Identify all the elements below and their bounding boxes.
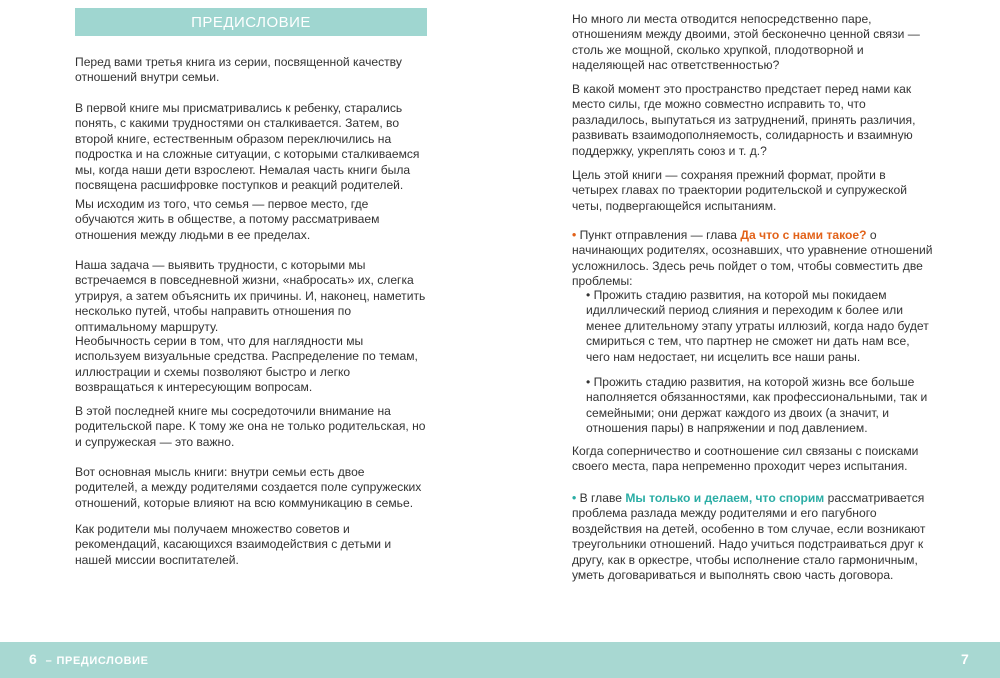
footer-left [29,651,149,667]
paragraph: Но много ли места отводится непосредственно паре, отношениям между двоими, этой бесконечно ценной связи — столь же мощной, сколько хрупкой, плодотворной и наделяющей нас ответственностью? [572,12,920,73]
section-title-bar [75,8,427,36]
paragraph: Когда соперничество и соотношение сил связаны с поисками своего места, пара непременно проходит через испытания. [572,444,919,474]
item-text-after: о начинающих родителях, осознавших, что уравнение отношений усложнилось. Здесь речь пойдет о том, чтобы совместить две проблемы: [572,228,933,289]
chapter-item [572,491,934,583]
paragraph: Цель этой книги — сохраняя прежний формат, пройти в четырех главах по траектории родительской и супружеской четы, подвергающейся испытаниям. [572,168,908,213]
footer-separator: – [45,655,53,667]
chapter-title-highlight: Мы только и делаем, что спорим [625,491,825,505]
paragraph: Мы исходим из того, что семья — первое место, где обучаются жить в обществе, а потому рассматриваем отношения между людьми в ее пределах. [75,197,380,242]
item-text-before: Пункт отправления — глава [576,228,741,242]
page-number-left: 6 [29,651,38,667]
item-text-after: рассматривается проблема разлада между родителями и его пагубного воздействия на детей, особенно в том случае, если возникают треугольники отношений. Надо учиться подстраиваться друг к другу, как в оркестре, чтобы исполнение стало гармоничным, уметь договариваться и выполнять свою часть договора. [572,491,926,583]
chapter-title-highlight: Да что с нами такое? [740,228,867,242]
footer-section-name: ПРЕДИСЛОВИЕ [56,655,149,667]
bullet: • [572,228,577,242]
sub-item: • Прожить стадию развития, на которой мы покидаем идиллический период слияния и переходим к более или менее длительному этапу утраты иллюзий, когда надо будет смириться с тем, что партнер не сможет ни дать нам все, чего нам недостает, ни исцелить все наши раны. [586,288,929,364]
footer-bar [0,642,1000,678]
paragraph: Как родители мы получаем множество советов и рекомендаций, касающихся взаимодействия с детьми и нашей миссии воспитателей. [75,522,392,567]
section-title: ПРЕДИСЛОВИЕ [191,13,311,31]
paragraph: Необычность серии в том, что для наглядности мы используем визуальные средства. Распределение по темам, иллюстрации и схемы позволяют быстро и легко возвращаться к интересующим вопросам. [75,334,418,395]
paragraph: В первой книге мы присматривались к ребенку, старались понять, с какими трудностями он сталкивается. Затем, во второй книге, естественным образом переключились на подростка и на сложные ситуации, с которыми сталкиваемся мы, когда наши дети взрослеют. Немалая часть книги была посвящена расшифровке поступков и реакций родителей. [75,101,420,193]
paragraph: В какой момент это пространство предстает перед нами как место силы, где можно совместно исправить то, что разладилось, выпутаться из затруднений, принять различия, развивать взаимодополняемость, солидарность и взаимную поддержку, укреплять союз и т. д.? [572,82,916,158]
paragraph: Наша задача — выявить трудности, с которыми мы встречаемся в повседневной жизни, «набросать» их, слегка утрируя, а затем объяснить их причины. И, наконец, наметить несколько путей, чтобы направить отношения по оптимальному маршруту. [75,258,426,334]
paragraph: Вот основная мысль книги: внутри семьи есть двое родителей, а между родителями создается поле супружеских отношений, которые влияют на всю коммуникацию в семье. [75,465,422,510]
chapter-item [572,228,934,290]
page-number-right: 7 [961,651,969,667]
item-text-before: В главе [576,491,626,505]
sub-item: • Прожить стадию развития, на которой жизнь все больше наполняется обязанностями, как профессиональными, так и семейными; они держат каждого из двоих (а значит, и отношения пары) в напряжении и под давлением. [586,375,928,436]
bullet: • [572,491,577,505]
paragraph: Перед вами третья книга из серии, посвященной качеству отношений внутри семьи. [75,55,402,85]
paragraph: В этой последней книге мы сосредоточили внимание на родительской паре. К тому же она не только родительская, но и супружеская — это важно. [75,404,426,449]
